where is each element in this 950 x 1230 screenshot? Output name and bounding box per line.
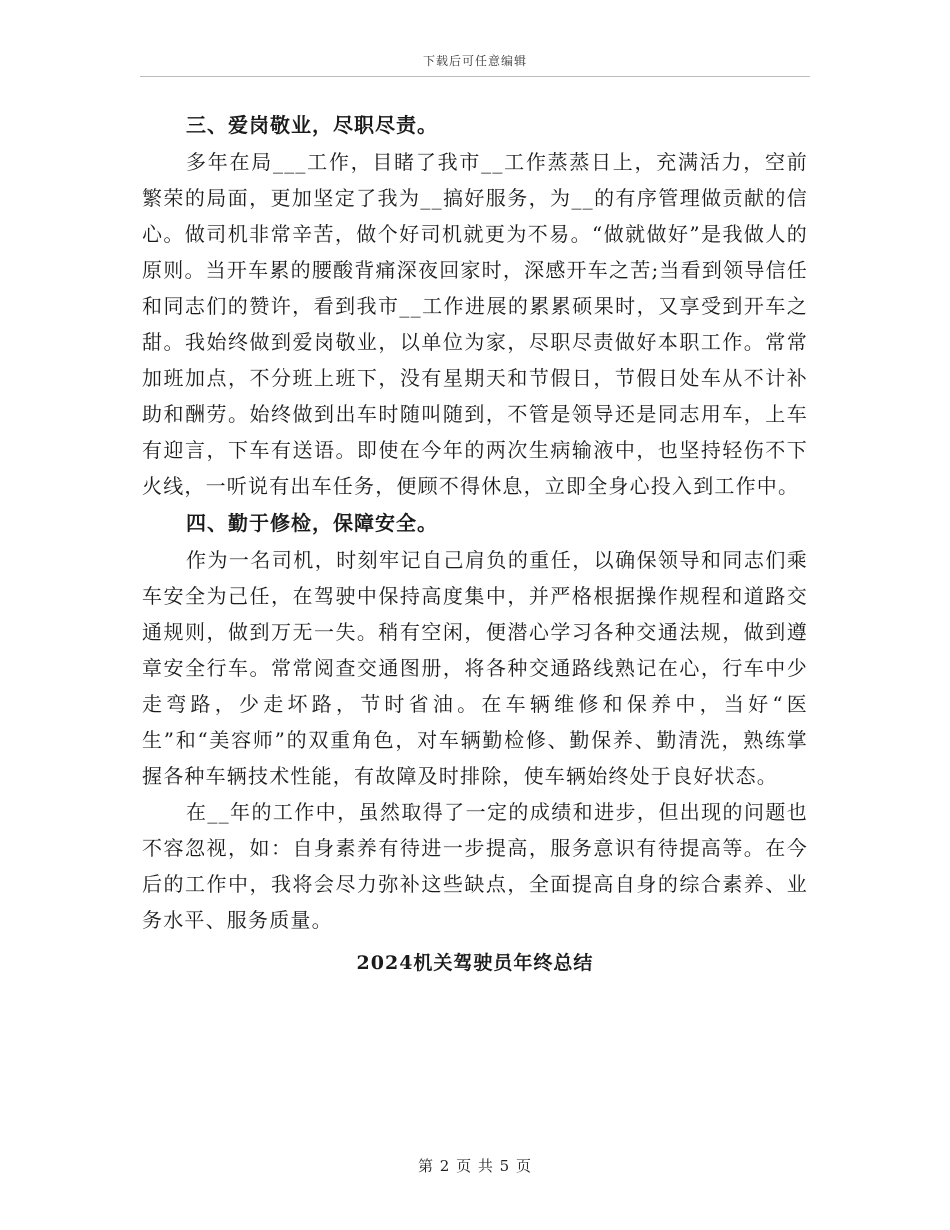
header-divider — [140, 76, 810, 77]
paragraph: 作为一名司机，时刻牢记自己肩负的重任，以确保领导和同志们乘车安全为己任，在驾驶中保持高度集中，并严格根据操作规程和道路交通规则，做到万无一失。稍有空闲，便潜心学习各种交通法规，做到遵章安全行车。常常阅查交通图册，将各种交通路线熟记在心，行车中少走弯路，少走坏路，节时省油。在车辆维修和保养中，当好“医生”和“美容师”的双重角色，对车辆勤检修、勤保养、勤清洗，熟练掌握各种车辆技术性能，有故障及时排除，使车辆始终处于良好状态。 — [142, 548, 808, 788]
document-body — [142, 106, 808, 982]
page-number: 第 2 页 共 5 页 — [418, 1157, 532, 1175]
paragraph: 多年在局___工作，目睹了我市__工作蒸蒸日上，充满活力，空前繁荣的局面，更加坚定了我为__搞好服务，为__的有序管理做贡献的信心。做司机非常辛苦，做个好司机就更为不易。“做就做好”是我做人的原则。当开车累的腰酸背痛深夜回家时，深感开车之苦;当看到领导信任和同志们的赞许，看到我市__工作进展的累累硕果时，又享受到开车之甜。我始终做到爱岗敬业，以单位为家，尽职尽责做好本职工作。常常加班加点，不分班上班下，没有星期天和节假日，节假日处车从不计补助和酬劳。始终做到出车时随叫随到，不管是领导还是同志用车，上车有迎言，下车有送语。即使在今年的两次生病输液中，也坚持轻伤不下火线，一听说有出车任务，便顾不得休息，立即全身心投入到工作中。 — [142, 150, 808, 498]
document-title: 2024机关驾驶员年终总结 — [356, 952, 594, 974]
paragraph: 在__年的工作中，虽然取得了一定的成绩和进步，但出现的问题也不容忽视，如：自身素养有待进一步提高，服务意识有待提高等。在今后的工作中，我将会尽力弥补这些缺点，全面提高自身的综合素养、业务水平、服务质量。 — [142, 800, 808, 932]
page-header: 下载后可任意编辑 — [422, 54, 527, 68]
section-heading-3: 三、爱岗敬业，尽职尽责。 — [186, 113, 438, 137]
section-heading-4: 四、勤于修检，保障安全。 — [186, 511, 438, 535]
